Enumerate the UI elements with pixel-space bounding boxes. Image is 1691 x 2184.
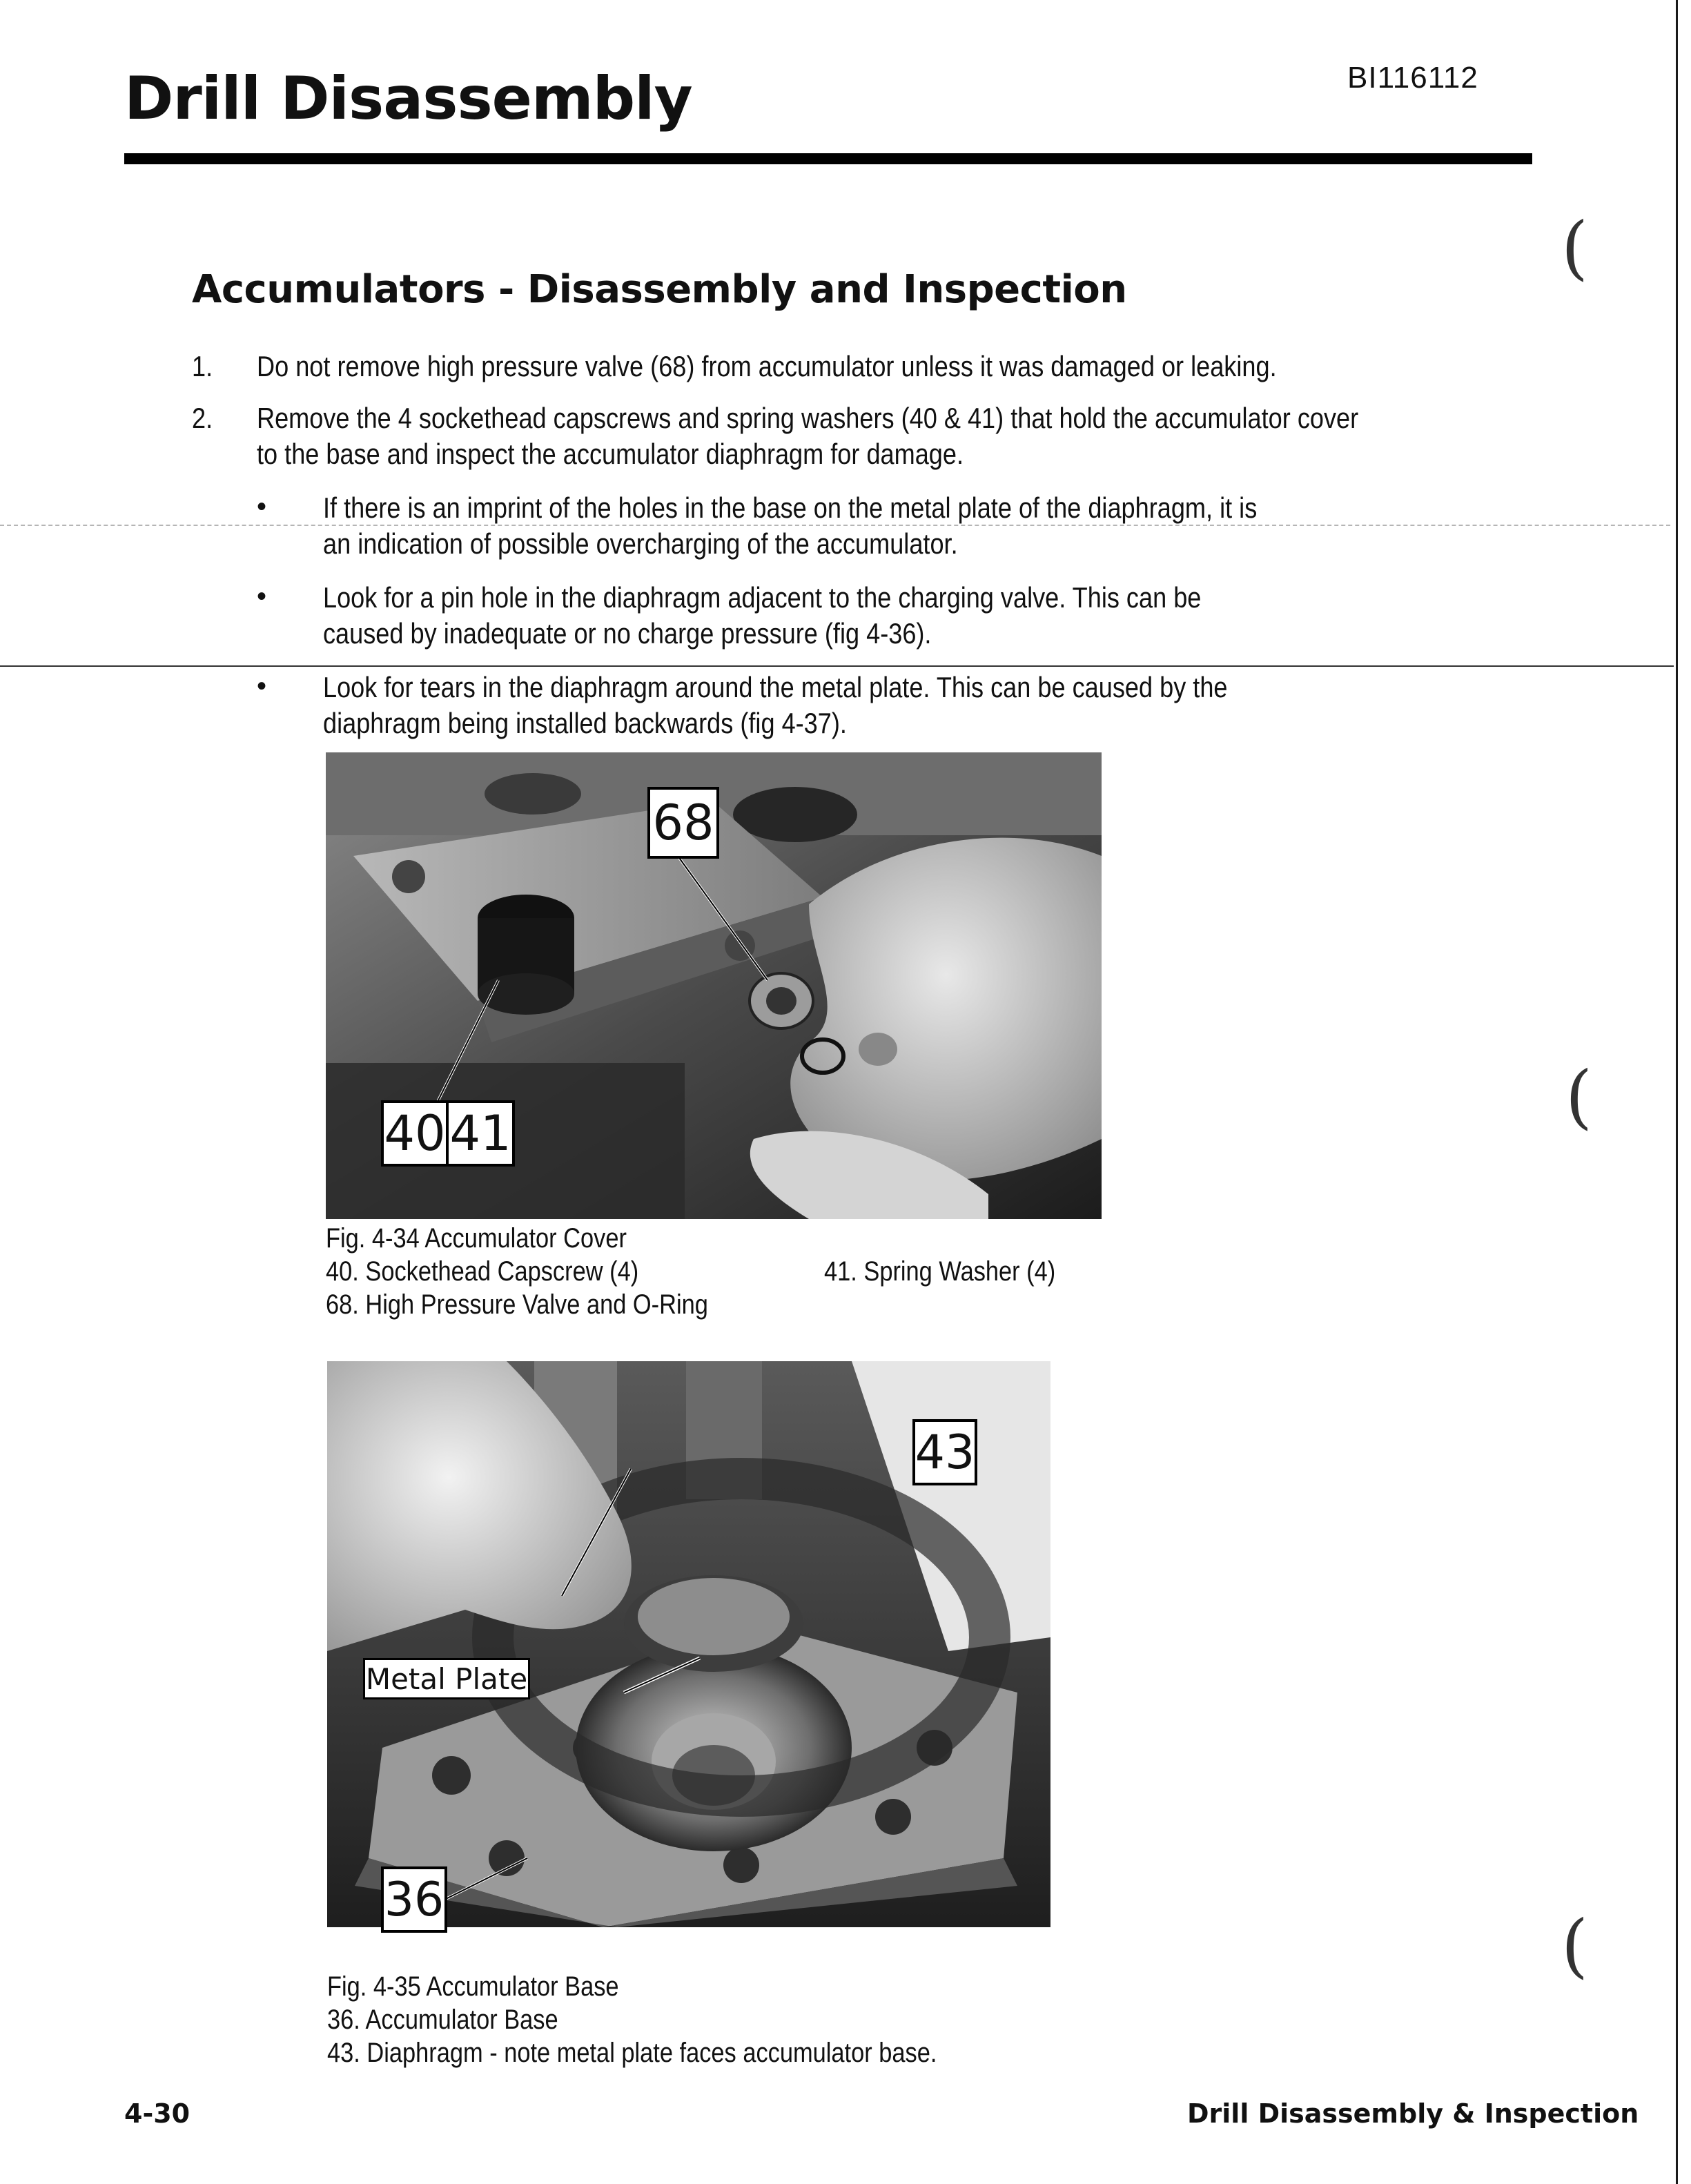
bullet-text: Look for tears in the diaphragm around the metal plate. This can be caused by the	[323, 671, 1228, 703]
binder-hole-mark: (	[1565, 1056, 1593, 1137]
page-number: 4-30	[124, 2098, 190, 2129]
step-text: Remove the 4 sockethead capscrews and spring washers (40 & 41) that hold the accumulator cover	[257, 402, 1359, 434]
page-title: Drill Disassembly	[124, 64, 692, 133]
bullet-text: an indication of possible overcharging of the accumulator.	[323, 527, 958, 560]
scan-artifact-rule	[0, 665, 1674, 667]
step-number: 2.	[192, 402, 213, 434]
callout-43: 43	[912, 1419, 977, 1485]
figure-legend-item: 68. High Pressure Valve and O-Ring	[326, 1289, 708, 1320]
document-number: BI116112	[1347, 61, 1478, 95]
bullet-text: caused by inadequate or no charge pressure (fig 4-36).	[323, 617, 932, 650]
step-number: 1.	[192, 350, 213, 382]
binder-hole-mark: (	[1561, 1905, 1589, 1986]
page-edge-line	[1676, 0, 1678, 2184]
callout-metal-plate: Metal Plate	[363, 1658, 530, 1699]
bullet-text: If there is an imprint of the holes in the base on the metal plate of the diaphragm, it is	[323, 491, 1258, 524]
callout-40: 40	[381, 1100, 449, 1167]
section-title: Accumulators - Disassembly and Inspection	[192, 267, 1127, 312]
figure-caption: Fig. 4-35 Accumulator Base	[327, 1971, 619, 2002]
bullet-text: Look for a pin hole in the diaphragm adjacent to the charging valve. This can be	[323, 581, 1202, 614]
bullet-marker: •	[257, 671, 267, 701]
footer-section-name: Drill Disassembly & Inspection	[1187, 2098, 1639, 2129]
header-rule	[124, 153, 1532, 164]
figure-legend-item: 43. Diaphragm - note metal plate faces accumulator base.	[327, 2038, 937, 2068]
callout-41: 41	[446, 1100, 515, 1167]
figure-legend-item: 36. Accumulator Base	[327, 2005, 558, 2035]
bullet-text: diaphragm being installed backwards (fig 4-37).	[323, 707, 847, 739]
binder-hole-mark: (	[1561, 207, 1589, 288]
figure-legend-item: 40. Sockethead Capscrew (4)	[326, 1256, 639, 1287]
figure-caption: Fig. 4-34 Accumulator Cover	[326, 1223, 627, 1254]
step-text: to the base and inspect the accumulator diaphragm for damage.	[257, 438, 964, 470]
step-text: Do not remove high pressure valve (68) from accumulator unless it was damaged or leaking.	[257, 350, 1277, 382]
callout-68: 68	[647, 787, 719, 859]
bullet-marker: •	[257, 581, 267, 612]
figure-legend-item: 41. Spring Washer (4)	[824, 1256, 1056, 1287]
bullet-marker: •	[257, 491, 267, 522]
callout-36: 36	[381, 1866, 447, 1933]
